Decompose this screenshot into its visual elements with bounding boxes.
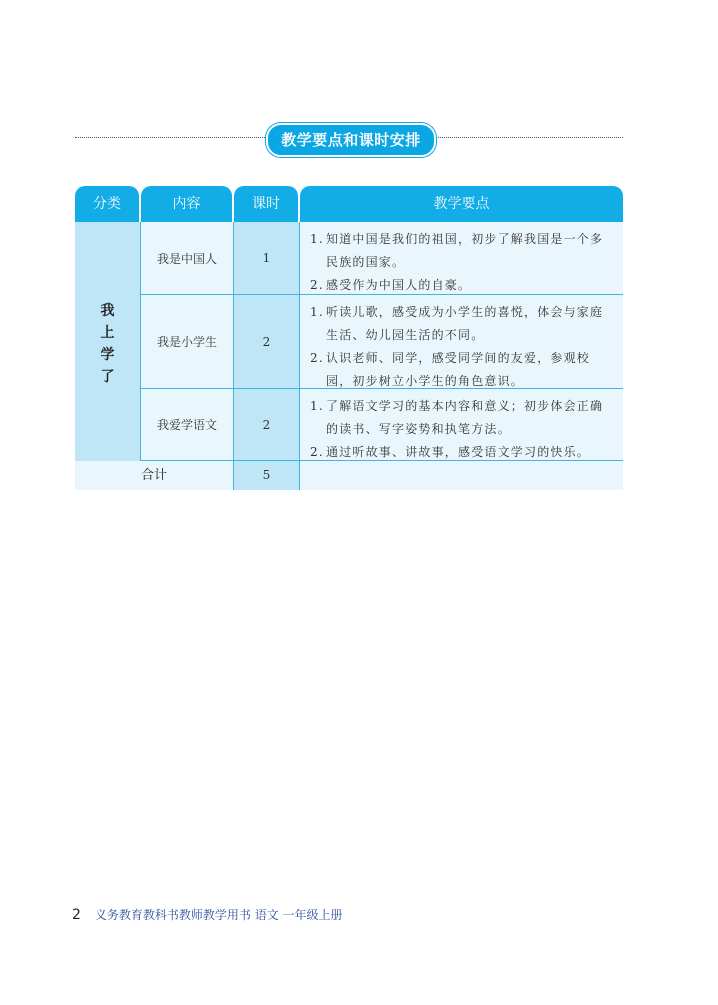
- table-row-hours: 2: [234, 389, 300, 461]
- total-label: 合计: [75, 461, 234, 490]
- table-row-points: [300, 389, 623, 461]
- key-point: 2. 认识老师、同学，感受同学间的友爱，参观校园，初步树立小学生的角色意识。: [310, 351, 591, 388]
- header-content: 内容: [141, 186, 232, 222]
- key-point: 2. 感受作为中国人的自豪。: [310, 278, 472, 292]
- table-row-hours: 1: [234, 222, 300, 295]
- header-hours: 课时: [234, 186, 298, 222]
- table-row-content: 我是中国人: [141, 222, 234, 295]
- total-hours: 5: [234, 461, 300, 490]
- header-category: 分类: [75, 186, 139, 222]
- table-row-content: 我爱学语文: [141, 389, 234, 461]
- category-cell: [75, 222, 141, 461]
- table-row-points: [300, 222, 623, 295]
- book-title: 义务教育教科书教师教学用书 语文 一年级上册: [94, 908, 343, 922]
- key-point: 1. 听读儿歌，感受成为小学生的喜悦，体会与家庭生活、幼儿园生活的不同。: [310, 305, 604, 342]
- page-number: 2: [72, 907, 81, 923]
- table-row-hours: 2: [234, 295, 300, 389]
- key-point: 2. 通过听故事、讲故事，感受语文学习的快乐。: [310, 445, 591, 459]
- page-footer: [72, 906, 343, 923]
- header-key-points: 教学要点: [300, 186, 623, 222]
- total-empty-cell: [300, 461, 623, 490]
- key-point: 1. 了解语文学习的基本内容和意义；初步体会正确的读书、写字姿势和执笔方法。: [310, 399, 604, 436]
- section-title: 教学要点和课时安排: [266, 123, 436, 157]
- category-label: 我 上 学 了: [100, 303, 115, 385]
- table-row-content: 我是小学生: [141, 295, 234, 389]
- table-row-points: [300, 295, 623, 389]
- key-point: 1. 知道中国是我们的祖国，初步了解我国是一个多民族的国家。: [310, 232, 604, 269]
